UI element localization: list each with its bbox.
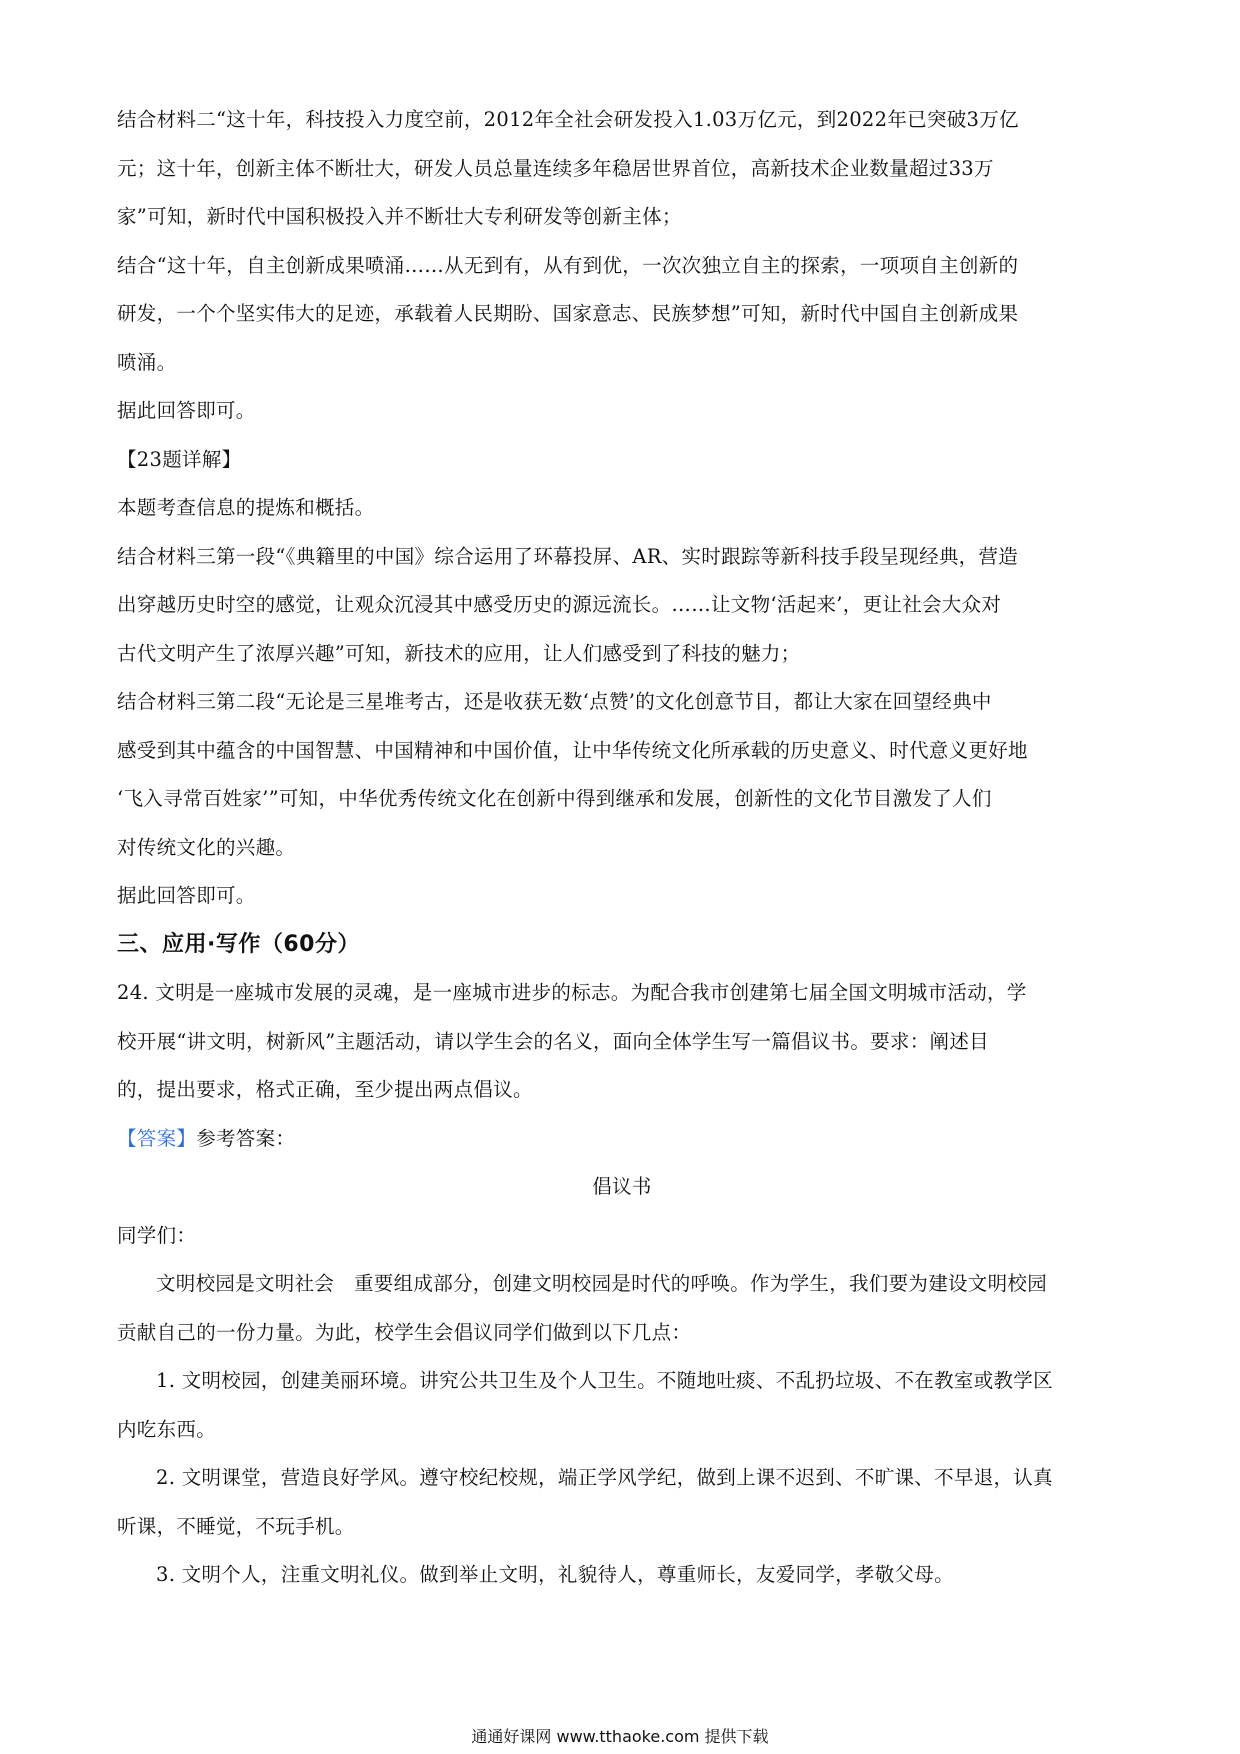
paragraph-line: 结合材料二“这十年，科技投入力度空前，2012年全社会研发投入1.03万亿元，到2022年已突破3万亿: [117, 108, 1019, 131]
letter-paragraph: 文明校园是文明社会 重要组成部分，创建文明校园是时代的呼唤。作为学生，我们要为建设文明校园: [156, 1272, 1048, 1295]
letter-title: 倡议书: [592, 1175, 652, 1198]
question-24-text: 的，提出要求，格式正确，至少提出两点倡议。: [117, 1078, 533, 1101]
document-content: [117, 96, 1127, 1600]
paragraph-line: 结合材料三第二段“无论是三星堆考古，还是收获无数‘点赞’的文化创意节目，都让大家在回望经典中: [117, 690, 992, 713]
paragraph-line: 喷涌。: [117, 350, 177, 374]
question-23-title: 【23题详解】: [117, 447, 242, 471]
paragraph-line: 出穿越历史时空的感觉，让观众沉浸其中感受历史的源远流长。……让文物‘活起来’，更让社会大众对: [117, 593, 1002, 616]
paragraph-line: 古代文明产生了浓厚兴趣”可知，新技术的应用，让人们感受到了科技的魅力；: [117, 641, 801, 665]
answer-line: [117, 1115, 1127, 1164]
question-24-text: 24. 文明是一座城市发展的灵魂，是一座城市进步的标志。为配合我市创建第七届全国文明城市活动，学: [117, 981, 1027, 1004]
answer-intro: 参考答案：: [196, 1126, 296, 1150]
paragraph-line: ‘飞入寻常百姓家’”可知，中华优秀传统文化在创新中得到继承和发展，创新性的文化节目激发了人们: [117, 787, 992, 810]
letter-paragraph: 听课，不睡觉，不玩手机。: [117, 1514, 355, 1538]
letter-paragraph: 1. 文明校园，创建美丽环境。讲究公共卫生及个人卫生。不随地吐痰、不乱扔垃圾、不在教室或教学区: [156, 1369, 1053, 1392]
paragraph-line: 研发，一个个坚实伟大的足迹，承载着人民期盼、国家意志、民族梦想”可知，新时代中国自主创新成果: [117, 302, 1019, 325]
section-heading: 三、应用·写作（60分）: [117, 931, 360, 957]
letter-greeting: 同学们：: [117, 1223, 197, 1247]
paragraph-line: 结合“这十年，自主创新成果喷涌……从无到有，从有到优，一次次独立自主的探索，一项项自主创新的: [117, 253, 1019, 277]
letter-paragraph: 2. 文明课堂，营造良好学风。遵守校纪校规，端正学风学纪，做到上课不迟到、不旷课、不早退，认真: [156, 1466, 1053, 1489]
paragraph-line: 对传统文化的兴趣。: [117, 835, 296, 859]
paragraph-line: 感受到其中蕴含的中国智慧、中国精神和中国价值，让中华传统文化所承载的历史意义、时代意义更好地: [117, 738, 1028, 762]
letter-paragraph: 3. 文明个人，注重文明礼仪。做到举止文明，礼貌待人，尊重师长，友爱同学，孝敬父母。: [156, 1563, 954, 1586]
question-24-text: 校开展“讲文明，树新风”主题活动，请以学生会的名义，面向全体学生写一篇倡议书。要求：阐述目: [117, 1029, 989, 1053]
answer-tag: 【答案】: [117, 1126, 197, 1150]
paragraph-line: 家”可知，新时代中国积极投入并不断壮大专利研发等创新主体；: [117, 205, 682, 228]
paragraph-line: 据此回答即可。: [117, 399, 256, 422]
letter-paragraph: 内吃东西。: [117, 1417, 217, 1441]
paragraph-line: 本题考查信息的提炼和概括。: [117, 496, 375, 519]
paragraph-line: 结合材料三第一段“《典籍里的中国》综合运用了环幕投屏、AR、实时跟踪等新科技手段呈现经典，营造: [117, 544, 1019, 568]
paragraph-line: 据此回答即可。: [117, 884, 256, 907]
paragraph-line: 元；这十年，创新主体不断壮大，研发人员总量连续多年稳居世界首位，高新技术企业数量超过33万: [117, 156, 994, 180]
page-footer: 通通好课网 www.tthaoke.com 提供下载: [471, 1727, 769, 1746]
letter-paragraph: 贡献自己的一份力量。为此，校学生会倡议同学们做到以下几点：: [117, 1320, 692, 1344]
